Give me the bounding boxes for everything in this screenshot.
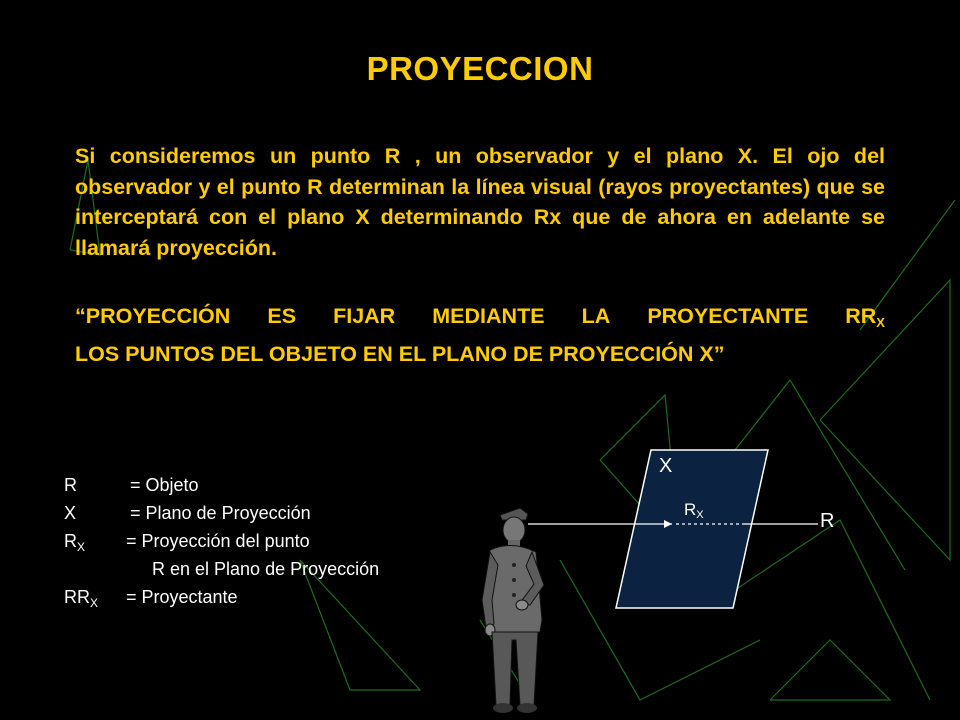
quote-rr-subscript: X [876, 315, 885, 330]
legend-symbol-text: X [64, 503, 77, 523]
plane-label: X [659, 455, 673, 477]
legend-definition: = Proyectante [126, 587, 238, 607]
quote-word: FIJAR [333, 304, 396, 328]
legend-symbol-text: RR [64, 587, 90, 607]
observer-figure [482, 508, 544, 713]
quote-word: “PROYECCIÓN [75, 304, 231, 328]
quote-word: LA [581, 304, 611, 328]
legend-definition: R en el Plano de Proyección [152, 559, 380, 579]
legend-definition: = Proyección del punto [126, 531, 310, 551]
quote-word: PROYECTANTE [647, 304, 809, 328]
legend-symbol-text: R [64, 475, 77, 495]
object-point-label: R [820, 510, 835, 532]
quote-word: ES [267, 304, 297, 328]
projection-plane [616, 450, 768, 608]
body-paragraph: Si consideremos un punto R , un observador y el plano X. El ojo del observador y el punto R determinan la línea visual (rayos proyectantes) que se interceptará con el plano X determinando Rx que de ahora en adelante se llamará proyección. [75, 144, 885, 260]
legend-definition: = Objeto [130, 475, 199, 495]
slide-title: PROYECCION [366, 50, 594, 87]
projection-point-label [684, 500, 704, 521]
quote-rr: RR [845, 304, 877, 328]
quote-line-2: LOS PUNTOS DEL OBJETO EN EL PLANO DE PROYECCIÓN X” [75, 341, 725, 366]
legend-symbol-subscript: X [90, 596, 99, 610]
legend-symbol-text: R [64, 531, 77, 551]
projection-point-letter: R [684, 500, 697, 519]
quote-word: MEDIANTE [432, 304, 545, 328]
projection-point-subscript: X [696, 509, 704, 521]
legend-symbol-subscript: X [77, 540, 86, 554]
legend-definition: = Plano de Proyección [130, 503, 311, 523]
